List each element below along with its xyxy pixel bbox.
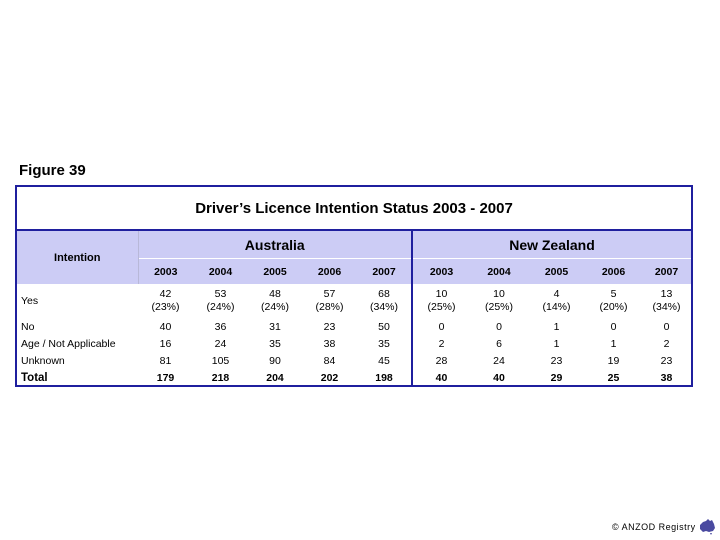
cell-count: 204: [266, 372, 284, 384]
cell-count: 179: [156, 372, 175, 384]
cell-percent: (25%): [484, 301, 513, 313]
year-header: 2005: [248, 259, 302, 285]
cell-count: 0: [610, 320, 617, 333]
table-cell: [193, 318, 248, 335]
table-cell: [470, 284, 528, 318]
table-cell: [302, 352, 357, 369]
row-label: Age / Not Applicable: [21, 337, 116, 350]
cell-count: 48: [269, 288, 281, 300]
cell-count: 36: [214, 320, 227, 333]
year-header: 2006: [302, 259, 357, 285]
cell-count: 24: [493, 354, 505, 367]
row-label: Unknown: [21, 354, 65, 367]
cell-count: 40: [435, 372, 448, 384]
cell-count: 218: [211, 372, 230, 384]
table-cell: [138, 318, 193, 335]
cell-count: 90: [269, 354, 281, 367]
cell-count: 19: [607, 354, 620, 367]
table-cell: [412, 284, 470, 318]
cell-count: 1: [553, 320, 560, 333]
cell-percent: (34%): [369, 301, 398, 313]
table-cell: [528, 284, 585, 318]
table-cell: [357, 284, 412, 318]
table-cell: [412, 335, 470, 352]
table-cell: [193, 352, 248, 369]
cell-count: 68: [378, 288, 390, 300]
licence-intention-table-frame: [15, 185, 693, 387]
year-header: 2003: [138, 259, 193, 285]
table-cell: [357, 335, 412, 352]
cell-count: 40: [493, 372, 505, 384]
table-cell: [248, 369, 302, 387]
table-cell: [357, 318, 412, 335]
cell-count: 29: [550, 372, 563, 384]
cell-percent: (20%): [599, 301, 628, 313]
row-label: No: [21, 320, 35, 333]
cell-percent: (24%): [206, 301, 235, 313]
cell-count: 38: [323, 337, 336, 350]
australia-map-icon: [697, 516, 717, 536]
figure-label: Figure 39: [19, 162, 86, 179]
table-title: Driver’s Licence Intention Status 2003 - 2007: [17, 187, 691, 230]
year-header: 2004: [470, 259, 528, 285]
cell-count: 5: [610, 288, 617, 300]
table-cell: [528, 335, 585, 352]
row-label: Yes: [21, 294, 39, 307]
cell-count: 202: [320, 372, 339, 384]
table-cell: [248, 352, 302, 369]
cell-count: 23: [323, 320, 336, 333]
cell-count: 57: [323, 288, 336, 300]
table-cell: [302, 318, 357, 335]
table-cell: [138, 335, 193, 352]
cell-percent: (24%): [260, 301, 289, 313]
table-cell: [357, 352, 412, 369]
table-cell: [642, 352, 691, 369]
year-header: 2003: [412, 259, 470, 285]
licence-intention-table: [17, 187, 691, 387]
table-cell: [585, 318, 642, 335]
cell-percent: (14%): [542, 301, 571, 313]
table-cell: [470, 352, 528, 369]
cell-count: 53: [214, 288, 227, 300]
cell-count: 1: [610, 337, 617, 350]
table-cell: [193, 335, 248, 352]
table-cell: [193, 369, 248, 387]
cell-count: 1: [553, 337, 560, 350]
table-cell: [412, 369, 470, 387]
table-cell: [412, 318, 470, 335]
cell-count: 35: [378, 337, 390, 350]
cell-count: 84: [323, 354, 336, 367]
year-header: 2004: [193, 259, 248, 285]
table-cell: [470, 369, 528, 387]
cell-count: 42: [159, 288, 172, 300]
table-cell: [642, 369, 691, 387]
cell-count: 31: [269, 320, 281, 333]
table-cell: [642, 335, 691, 352]
table-cell: [193, 284, 248, 318]
row-label: Total: [21, 372, 48, 384]
cell-count: 6: [496, 337, 502, 350]
table-cell: [357, 369, 412, 387]
table-row: [17, 369, 691, 387]
table-cell: [138, 284, 193, 318]
table-cell: [585, 352, 642, 369]
cell-count: 45: [378, 354, 390, 367]
cell-count: 16: [159, 337, 172, 350]
cell-count: 105: [211, 354, 230, 367]
registry-footer: © ANZOD Registry: [612, 522, 696, 532]
table-cell: [470, 335, 528, 352]
table-cell: [528, 352, 585, 369]
cell-count: 4: [553, 288, 560, 300]
year-header: 2006: [585, 259, 642, 285]
cell-percent: (28%): [315, 301, 344, 313]
cell-count: 50: [378, 320, 390, 333]
cell-count: 10: [435, 288, 448, 300]
australia-header: Australia: [138, 230, 412, 259]
cell-percent: (25%): [427, 301, 456, 313]
cell-count: 0: [496, 320, 502, 333]
cell-count: 25: [607, 372, 620, 384]
table-cell: [138, 369, 193, 387]
table-cell: [412, 352, 470, 369]
table-row: [17, 335, 691, 352]
cell-percent: (34%): [652, 301, 681, 313]
cell-count: 23: [660, 354, 673, 367]
year-header: 2007: [642, 259, 691, 285]
cell-count: 0: [438, 320, 445, 333]
table-cell: [302, 284, 357, 318]
new-zealand-header: New Zealand: [412, 230, 691, 259]
year-header: 2007: [357, 259, 412, 285]
table-row: [17, 352, 691, 369]
cell-count: 2: [663, 337, 670, 350]
year-header: 2005: [528, 259, 585, 285]
table-row: [17, 318, 691, 335]
cell-count: 10: [493, 288, 505, 300]
table-cell: [248, 284, 302, 318]
cell-count: 2: [438, 337, 445, 350]
cell-count: 40: [159, 320, 172, 333]
table-cell: [248, 335, 302, 352]
table-cell: [302, 369, 357, 387]
table-cell: [585, 284, 642, 318]
table-cell: [585, 335, 642, 352]
cell-count: 24: [214, 337, 227, 350]
cell-count: 35: [269, 337, 281, 350]
table-cell: [642, 318, 691, 335]
table-cell: [248, 318, 302, 335]
table-cell: [585, 369, 642, 387]
table-cell: [138, 352, 193, 369]
cell-count: 28: [435, 354, 448, 367]
table-cell: [470, 318, 528, 335]
cell-count: 0: [663, 320, 670, 333]
cell-count: 13: [660, 288, 673, 300]
table-cell: [528, 369, 585, 387]
cell-count: 198: [375, 372, 393, 384]
table-cell: [642, 284, 691, 318]
cell-count: 38: [660, 372, 673, 384]
intention-header: Intention: [17, 230, 138, 284]
table-cell: [302, 335, 357, 352]
cell-count: 81: [159, 354, 172, 367]
table-row: [17, 284, 691, 318]
table-cell: [528, 318, 585, 335]
cell-percent: (23%): [151, 301, 180, 313]
cell-count: 23: [550, 354, 563, 367]
